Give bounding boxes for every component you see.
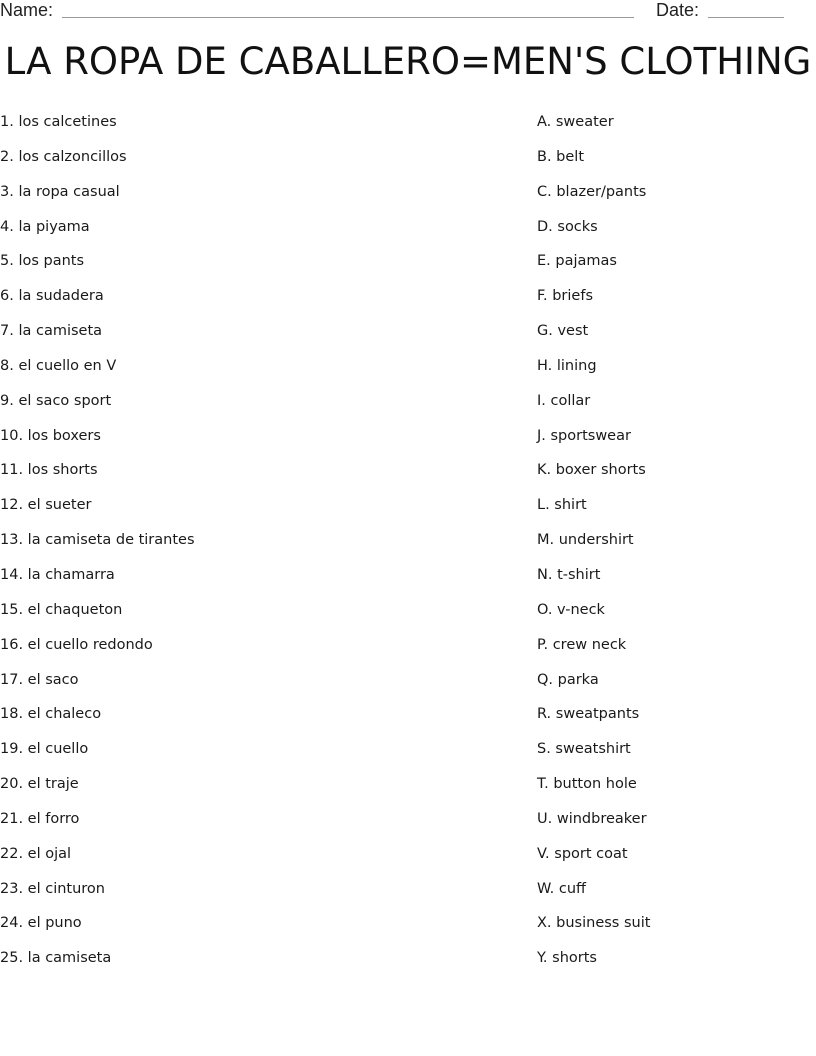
definition-item: I. collar (537, 392, 591, 409)
term-item: 7. la camiseta (0, 323, 103, 340)
term-item: 24. el puno (0, 915, 82, 932)
definition-item: M. undershirt (537, 532, 634, 549)
definition-item: K. boxer shorts (537, 462, 646, 479)
definition-item: B. belt (537, 148, 585, 165)
name-label: Name: (0, 0, 54, 20)
term-item: 19. el cuello (0, 741, 89, 758)
term-item: 21. el forro (0, 810, 80, 827)
definition-item: Q. parka (537, 671, 599, 688)
term-item: 6. la sudadera (0, 288, 104, 305)
definition-item: T. button hole (537, 776, 637, 793)
definition-item: S. sweatshirt (537, 741, 631, 758)
page-title: LA ROPA DE CABALLERO=MEN'S CLOTHING (4, 40, 812, 83)
definition-item: O. v-neck (537, 601, 605, 618)
term-item: 12. el sueter (0, 497, 92, 514)
definition-item: G. vest (537, 323, 589, 340)
definition-item: X. business suit (537, 915, 651, 932)
definition-item: P. crew neck (537, 636, 627, 653)
term-item: 10. los boxers (0, 427, 101, 444)
term-item: 14. la chamarra (0, 566, 115, 583)
definition-item: J. sportswear (537, 427, 631, 444)
definition-item: H. lining (537, 357, 597, 374)
term-item: 15. el chaqueton (0, 601, 123, 618)
term-item: 5. los pants (0, 253, 85, 270)
definition-item: L. shirt (537, 497, 587, 514)
definition-item: E. pajamas (537, 253, 617, 270)
worksheet-header (0, 0, 816, 24)
spanish-terms-list (0, 110, 500, 981)
term-item: 11. los shorts (0, 462, 98, 479)
term-item: 9. el saco sport (0, 392, 112, 409)
term-item: 23. el cinturon (0, 880, 105, 897)
term-item: 17. el saco (0, 671, 79, 688)
term-item: 8. el cuello en V (0, 357, 117, 374)
term-item: 22. el ojal (0, 845, 72, 862)
definition-item: Y. shorts (537, 950, 597, 967)
definition-item: A. sweater (537, 114, 614, 130)
definition-item: N. t-shirt (537, 566, 601, 583)
term-item: 25. la camiseta (0, 950, 112, 967)
term-item: 16. el cuello redondo (0, 636, 153, 653)
definition-item: D. socks (537, 218, 598, 235)
date-blank-line[interactable] (708, 17, 784, 18)
term-item: 1. los calcetines (0, 114, 117, 130)
term-item: 13. la camiseta de tirantes (0, 532, 195, 549)
term-item: 20. el traje (0, 776, 79, 793)
definition-item: C. blazer/pants (537, 183, 647, 200)
definition-item: V. sport coat (537, 845, 628, 862)
term-item: 2. los calzoncillos (0, 148, 127, 165)
definition-item: W. cuff (537, 880, 587, 897)
definition-item: R. sweatpants (537, 706, 640, 723)
definition-item: U. windbreaker (537, 810, 647, 827)
english-definitions-list (537, 110, 807, 981)
date-label: Date: (656, 0, 700, 20)
term-item: 18. el chaleco (0, 706, 102, 723)
term-item: 3. la ropa casual (0, 183, 120, 200)
term-item: 4. la piyama (0, 218, 90, 235)
definition-item: F. briefs (537, 288, 594, 305)
name-blank-line[interactable] (62, 17, 634, 18)
